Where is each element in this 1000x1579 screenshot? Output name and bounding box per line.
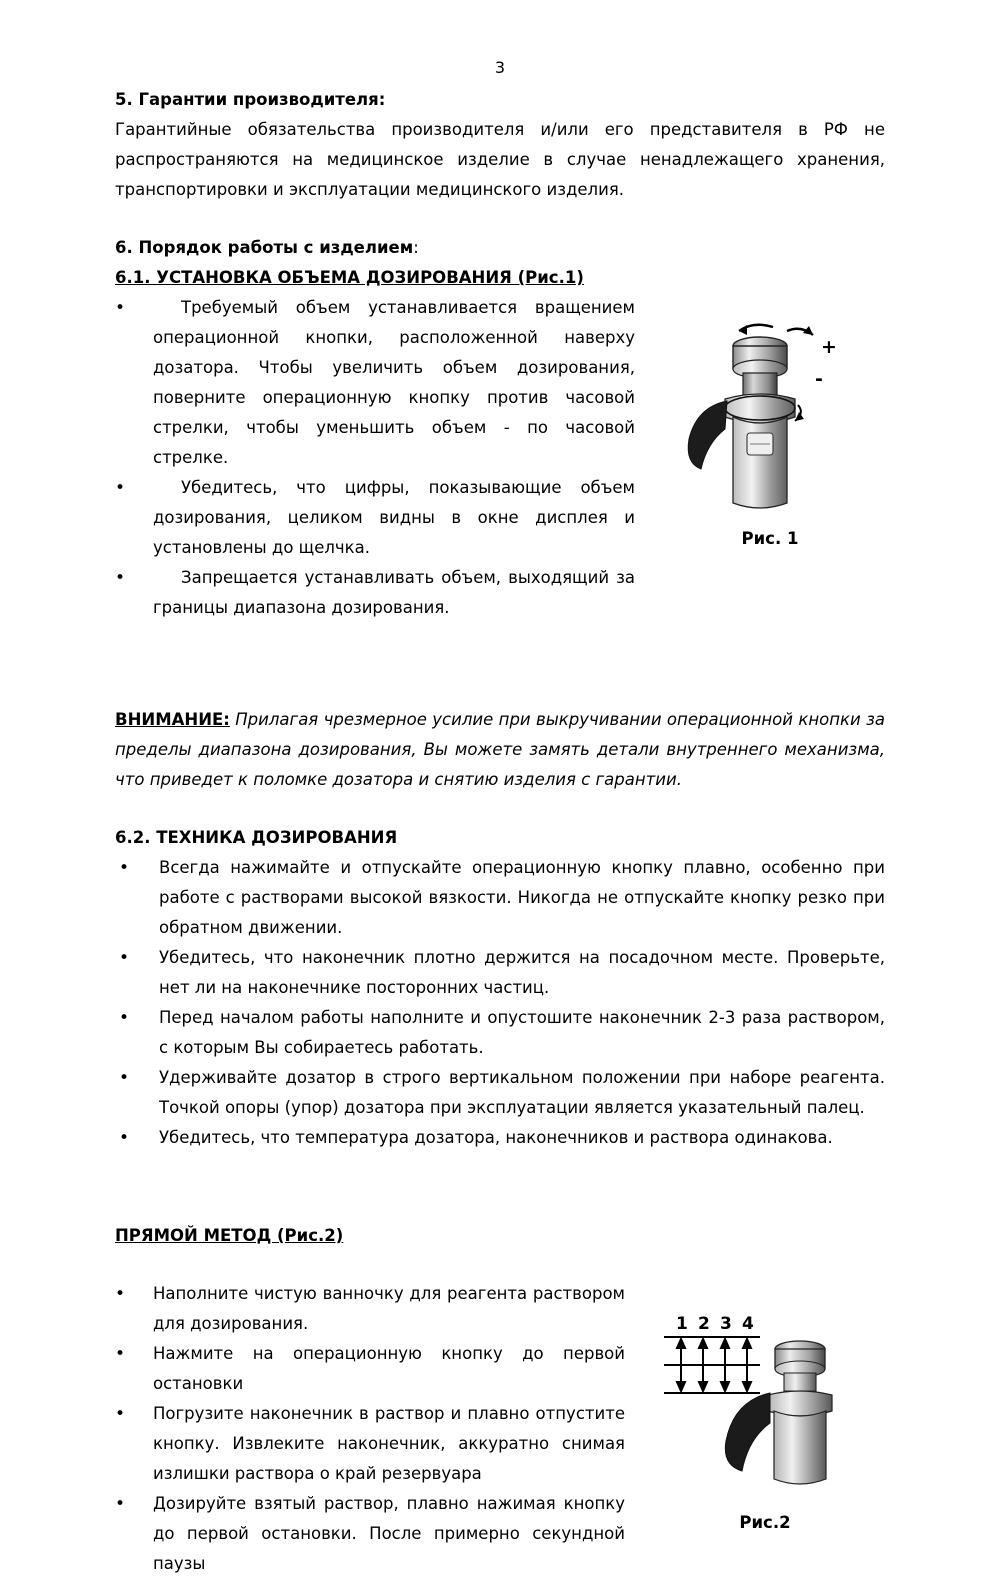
attention-label: ВНИМАНИЕ: bbox=[115, 710, 230, 729]
dosing-technique-bullets bbox=[115, 853, 885, 1153]
attention-text: Прилагая чрезмерное усилие при выкручивании операционной кнопки за пределы диапазона дозирования, Вы можете замять детали внутреннего механизма, что приведет к поломке дозатора и снятию изделия с гарантии. bbox=[115, 710, 885, 789]
list-item-text: Убедитесь, что температура дозатора, наконечников и раствора одинакова. bbox=[159, 1128, 833, 1147]
figure-2-caption: Рис.2 bbox=[739, 1513, 791, 1532]
figure-1-caption: Рис. 1 bbox=[741, 529, 799, 548]
bullet-icon: • bbox=[115, 478, 126, 498]
list-item-text: Убедитесь, что цифры, показывающие объем дозирования, целиком видны в окне дисплея и установлены до щелчка. bbox=[153, 478, 635, 557]
bullet-icon: • bbox=[115, 1494, 126, 1514]
list-item-text: Наполните чистую ванночку для реагента раствором для дозирования. bbox=[153, 1284, 625, 1333]
paragraph-warranty: Гарантийные обязательства производителя и/или его представителя в РФ не распространяются на медицинское изделие в случае ненадлежащего хранения, транспортировки и эксплуатации медицинского изделия. bbox=[115, 120, 885, 199]
list-item-text: Удерживайте дозатор в строго вертикальном положении при наборе реагента. Точкой опоры (упор) дозатора при эксплуатации является указательный палец. bbox=[159, 1068, 885, 1117]
page-number: 3 bbox=[494, 58, 506, 77]
list-item bbox=[115, 1489, 625, 1579]
bullet-icon: • bbox=[115, 298, 126, 318]
list-item bbox=[115, 1123, 885, 1153]
list-item bbox=[115, 1279, 625, 1339]
list-item bbox=[115, 1399, 625, 1489]
volume-setting-bullets bbox=[115, 293, 635, 623]
list-item bbox=[115, 473, 635, 563]
list-item-text: Запрещается устанавливать объем, выходящий за границы диапазона дозирования. bbox=[153, 568, 635, 617]
figure-1 bbox=[645, 313, 895, 548]
heading-warranty: 5. Гарантии производителя: bbox=[115, 90, 386, 109]
bullet-icon: • bbox=[115, 1284, 126, 1304]
bullet-icon: • bbox=[119, 1128, 130, 1148]
direct-method-bullets bbox=[115, 1279, 625, 1579]
list-item bbox=[115, 293, 635, 473]
list-item bbox=[115, 1063, 885, 1123]
figure1-plus-label: + bbox=[821, 336, 837, 358]
heading-order-of-work bbox=[115, 233, 885, 263]
list-item-text: Нажмите на операционную кнопку до первой остановки bbox=[153, 1344, 625, 1393]
list-item bbox=[115, 1339, 625, 1399]
bullet-icon: • bbox=[119, 948, 130, 968]
bullet-icon: • bbox=[119, 858, 130, 878]
heading-order-of-work-text: 6. Порядок работы с изделием bbox=[115, 238, 414, 257]
list-item-text: Дозируйте взятый раствор, плавно нажимая кнопку до первой остановки. После примерно секундной паузы bbox=[153, 1494, 625, 1573]
figure2-step-3: 3 bbox=[720, 1314, 732, 1334]
figure-2 bbox=[640, 1307, 890, 1532]
bullet-icon: • bbox=[119, 1008, 130, 1028]
section-direct-method bbox=[115, 1279, 885, 1579]
dispenser-figure-1-drawing bbox=[655, 313, 885, 523]
bullet-icon: • bbox=[119, 1068, 130, 1088]
figure2-step-1: 1 bbox=[676, 1314, 688, 1334]
list-item-text: Убедитесь, что наконечник плотно держится на посадочном месте. Проверьте, нет ли на наконечнике посторонних частиц. bbox=[159, 948, 885, 997]
list-item bbox=[115, 563, 635, 623]
section-volume-setting bbox=[115, 293, 885, 623]
heading-volume-setting: 6.1. УСТАНОВКА ОБЪЕМА ДОЗИРОВАНИЯ (Рис.1) bbox=[115, 268, 584, 287]
list-item-text: Всегда нажимайте и отпускайте операционную кнопку плавно, особенно при работе с растворами высокой вязкости. Никогда не отпускайте кнопку резко при обратном движении. bbox=[159, 858, 885, 937]
list-item-text: Требуемый объем устанавливается вращением операционной кнопки, расположенной наверху дозатора. Чтобы увеличить объем дозирования, поверните операционную кнопку против часовой стрелки, чтобы уменьшить объем - по часовой стрелке. bbox=[153, 298, 635, 467]
figure2-step-2: 2 bbox=[698, 1314, 710, 1334]
heading-dosing-technique: 6.2. ТЕХНИКА ДОЗИРОВАНИЯ bbox=[115, 828, 398, 847]
heading-order-of-work-colon: : bbox=[413, 238, 419, 257]
list-item bbox=[115, 1003, 885, 1063]
figure2-step-4: 4 bbox=[742, 1314, 754, 1334]
list-item-text: Перед началом работы наполните и опустошите наконечник 2-3 раза раствором, с которым Вы собираетесь работать. bbox=[159, 1008, 885, 1057]
figure1-minus-label: - bbox=[815, 368, 823, 390]
heading-direct-method: ПРЯМОЙ МЕТОД (Рис.2) bbox=[115, 1226, 344, 1245]
dispenser-figure-2-drawing bbox=[650, 1307, 880, 1507]
bullet-icon: • bbox=[115, 1344, 126, 1364]
bullet-icon: • bbox=[115, 568, 126, 588]
list-item bbox=[115, 943, 885, 1003]
attention-note bbox=[115, 705, 885, 795]
list-item-text: Погрузите наконечник в раствор и плавно отпустите кнопку. Извлеките наконечник, аккуратно снимая излишки раствора о край резервуара bbox=[153, 1404, 625, 1483]
bullet-icon: • bbox=[115, 1404, 126, 1424]
list-item bbox=[115, 853, 885, 943]
page-content bbox=[115, 85, 885, 1579]
